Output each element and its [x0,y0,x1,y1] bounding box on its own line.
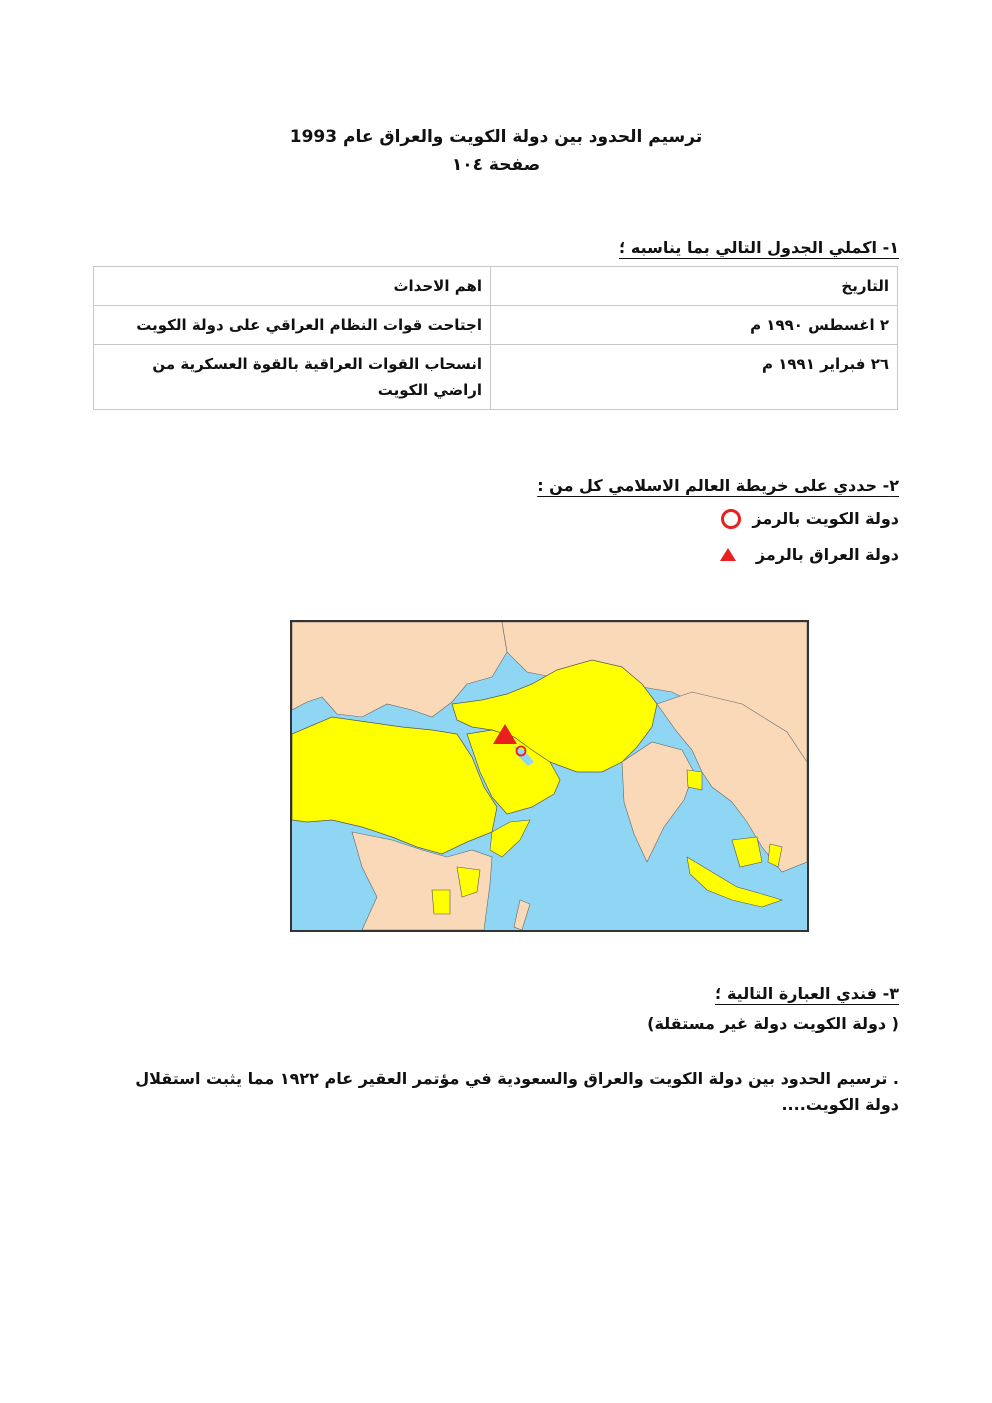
table-row [94,306,898,345]
legend-kuwait [720,507,899,531]
page-number: صفحة ١٠٤ [451,155,541,175]
legend-iraq [714,543,899,567]
islamic-world-map [290,620,809,932]
statement: ( دولة الكويت دولة غير مستقلة) [647,1014,899,1033]
row-event: اجتاحت قوات النظام العراقي على دولة الكويت [94,306,491,345]
legend-kuwait-label: دولة الكويت بالرمز [752,509,899,528]
row-event: انسحاب القوات العراقية بالقوة العسكرية من اراضي الكويت [94,345,491,410]
events-table [93,266,898,410]
table-header-row [94,267,898,306]
question-1-heading: ١- اكملي الجدول التالي بما يناسبه ؛ [618,238,899,257]
page-title: ترسيم الحدود بين دولة الكويت والعراق عام 1993 [289,127,703,147]
map-image [292,622,807,930]
header-events: اهم الاحداث [94,267,491,306]
circle-marker-icon [720,508,742,530]
question-3-heading: ٣- فندي العبارة التالية ؛ [715,984,899,1003]
header-date: التاريخ [491,267,898,306]
legend-iraq-label: دولة العراق بالرمز [755,545,899,564]
row-date: ٢٦ فبراير ١٩٩١ م [491,345,898,410]
row-date: ٢ اغسطس ١٩٩٠ م [491,306,898,345]
triangle-marker-icon [714,545,746,565]
answer-paragraph: . ترسيم الحدود بين دولة الكويت والعراق والسعودية في مؤتمر العقير عام ١٩٢٢ مما يثبت استقلال دولة الكويت.... [135,1069,899,1114]
question-2-heading: ٢- حددي على خريطة العالم الاسلامي كل من : [537,476,899,495]
table-row [94,345,898,410]
